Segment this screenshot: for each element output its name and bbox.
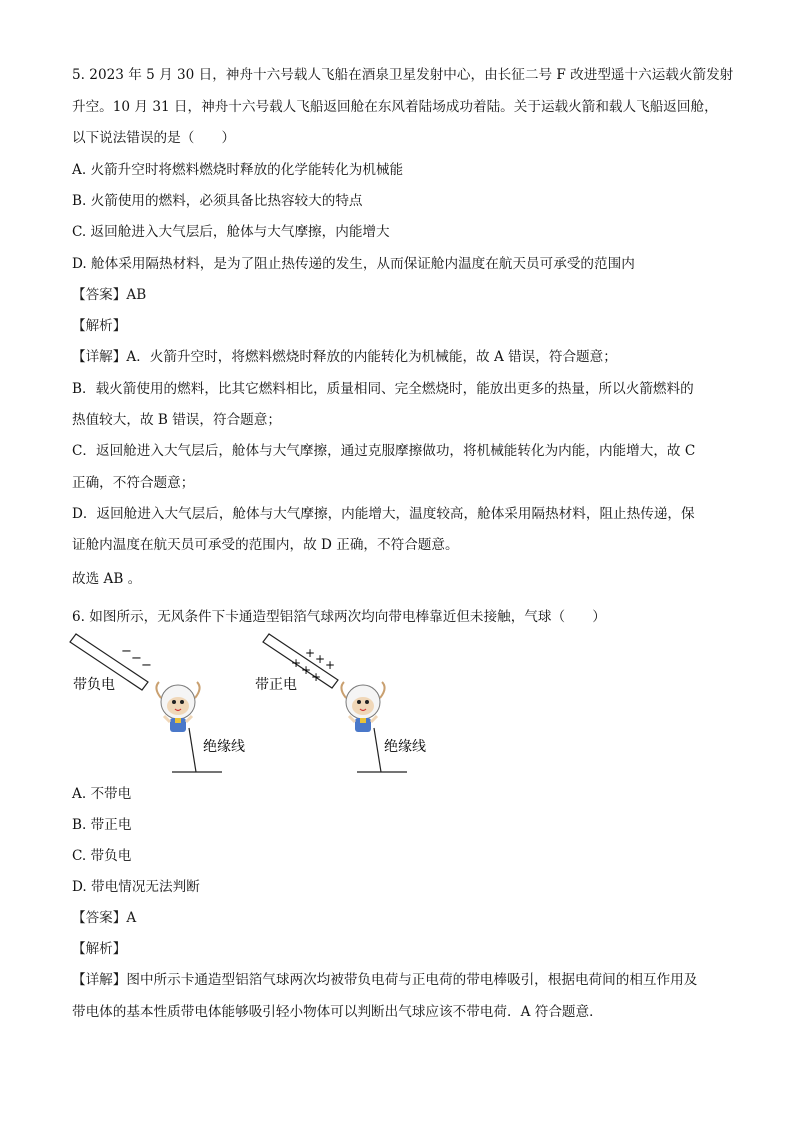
q5-option-c: C. 返回舱进入大气层后，舱体与大气摩擦，内能增大 (72, 224, 390, 240)
q6-option-c: C. 带负电 (72, 848, 132, 864)
left-string (189, 728, 196, 772)
q6-option-b: B. 带正电 (72, 817, 132, 833)
q6-answer: 【答案】A (72, 910, 137, 926)
neg-sign-2: − (131, 651, 142, 666)
q5-option-b: B. 火箭使用的燃料，必须具备比热容较大的特点 (72, 193, 363, 209)
q5-answer: 【答案】AB (72, 287, 147, 303)
goat-balloon-icon (341, 682, 384, 732)
q5-stem-line-1: 5. 2023 年 5 月 30 日，神舟十六号载人飞船在酒泉卫星发射中心，由长征二号 F 改进型遥十六运载火箭发射 (72, 67, 734, 83)
pos-sign-2: + (315, 652, 326, 666)
neg-sign-1: − (121, 644, 132, 659)
q5-conclusion: 故选 AB 。 (72, 571, 142, 587)
q6-option-a: A. 不带电 (72, 786, 132, 802)
right-string (374, 728, 381, 772)
q6-stem: 6. 如图所示，无风条件下卡通造型铝箔气球两次均向带电棒靠近但未接触，气球（ ） (72, 609, 606, 625)
negative-rod-label: 带负电 (73, 677, 115, 693)
left-string-label: 绝缘线 (203, 739, 245, 755)
positive-rod-label: 带正电 (255, 677, 297, 693)
q5-detail-line-1: 【详解】A．火箭升空时，将燃料燃烧时释放的内能转化为机械能，故 A 错误，符合题意； (72, 349, 617, 365)
q6-detail-line-2: 带电体的基本性质带电体能够吸引轻小物体可以判断出气球应该不带电荷．A 符合题意． (72, 1004, 603, 1020)
goat-balloon-icon (156, 682, 199, 732)
pos-sign-3: + (325, 658, 336, 672)
q6-analysis-heading: 【解析】 (72, 941, 127, 957)
q6-figure (0, 632, 794, 792)
pos-sign-6: + (291, 656, 302, 670)
q5-detail-line-7: 证舱内温度在航天员可承受的范围内，故 D 正确，不符合题意。 (72, 537, 459, 553)
q5-analysis-heading: 【解析】 (72, 318, 127, 334)
q5-option-d: D. 舱体采用隔热材料，是为了阻止热传递的发生，从而保证舱内温度在航天员可承受的范围内 (72, 256, 635, 272)
q6-option-d: D. 带电情况无法判断 (72, 879, 200, 895)
q5-detail-line-6: D．返回舱进入大气层后，舱体与大气摩擦，内能增大，温度较高，舱体采用隔热材料，阻止热传递，保 (72, 506, 695, 522)
q6-detail-line-1: 【详解】图中所示卡通造型铝箔气球两次均被带负电荷与正电荷的带电棒吸引，根据电荷间的相互作用及 (72, 972, 698, 988)
pos-sign-1: + (305, 646, 316, 660)
right-string-label: 绝缘线 (384, 739, 426, 755)
pos-sign-4: + (301, 663, 312, 677)
q5-detail-line-3: 热值较大，故 B 错误，符合题意； (72, 412, 281, 428)
q5-stem-line-3: 以下说法错误的是（ ） (72, 130, 236, 146)
q5-detail-line-2: B．载火箭使用的燃料，比其它燃料相比，质量相同、完全燃烧时，能放出更多的热量，所以火箭燃料的 (72, 381, 694, 397)
q5-detail-line-5: 正确，不符合题意； (72, 475, 195, 491)
neg-sign-3: − (141, 658, 152, 673)
q5-stem-line-2: 升空。10 月 31 日，神舟十六号载人飞船返回舱在东风着陆场成功着陆。关于运载火箭和载人飞船返回舱， (72, 99, 718, 115)
q5-detail-line-4: C．返回舱进入大气层后，舱体与大气摩擦，通过克服摩擦做功，将机械能转化为内能，内能增大，故 C (72, 443, 696, 459)
pos-sign-5: + (311, 670, 322, 684)
q5-option-a: A. 火箭升空时将燃料燃烧时释放的化学能转化为机械能 (72, 162, 404, 178)
